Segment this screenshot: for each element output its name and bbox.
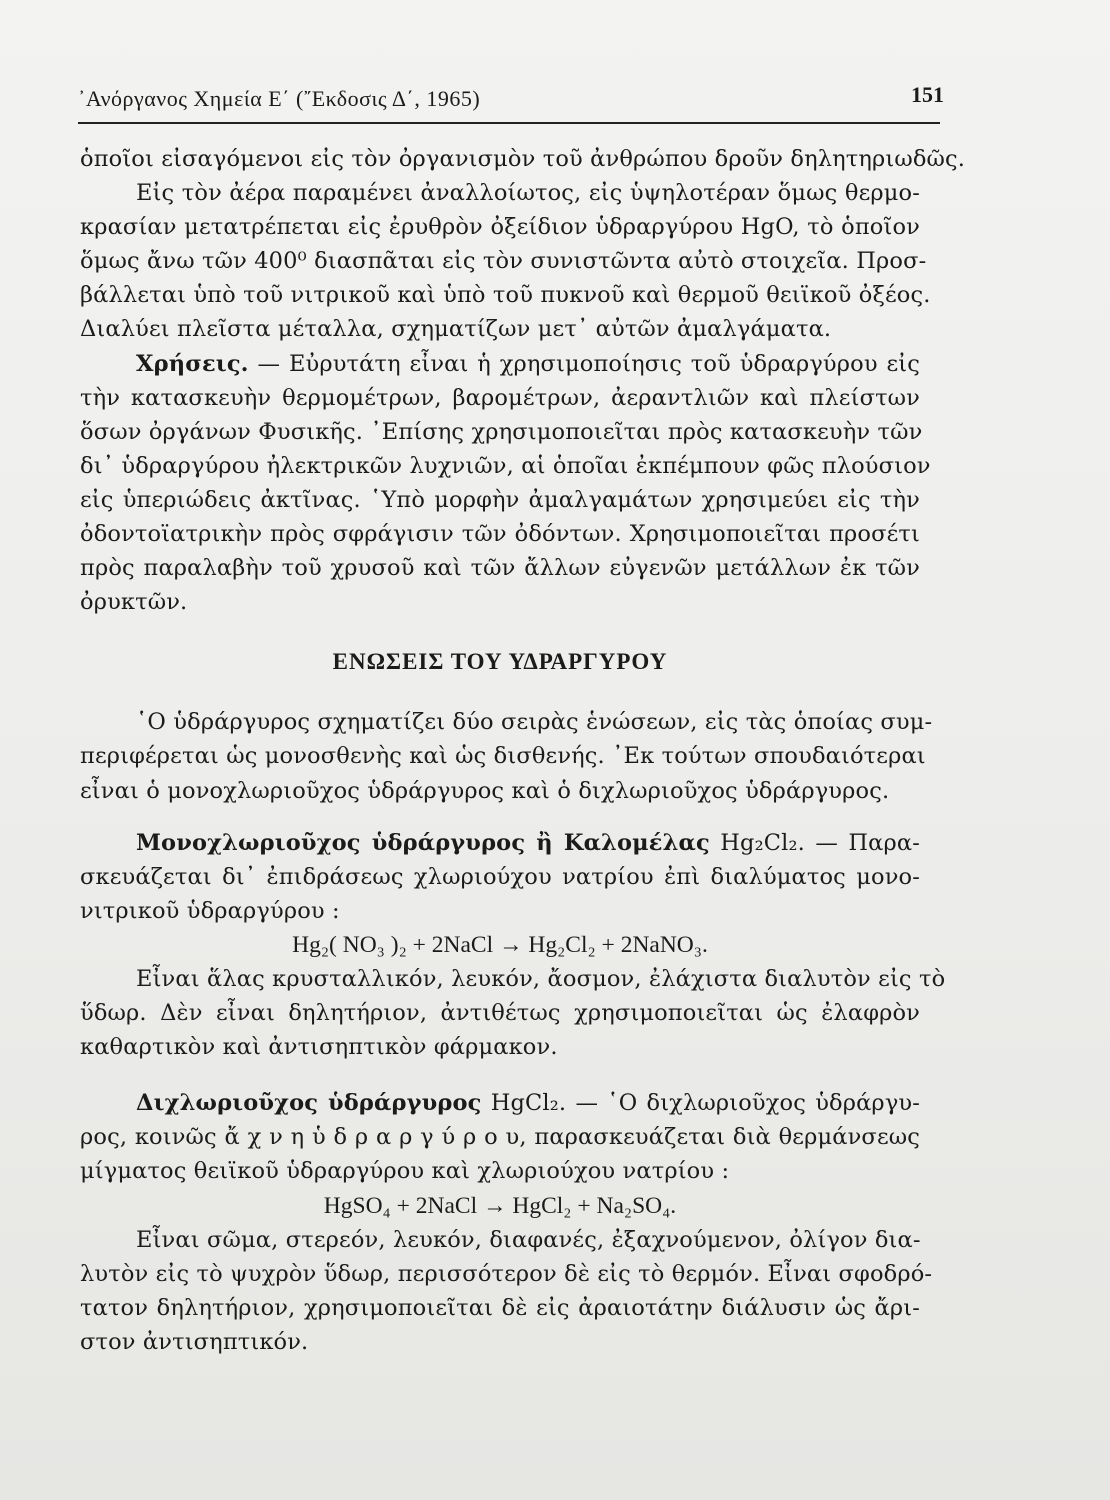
- text-line: πρὸς παραλαβὴν τοῦ χρυσοῦ καὶ τῶν ἄλλων εὐγενῶν μετάλλων ἐκ τῶν: [80, 555, 920, 582]
- text-line: λυτὸν εἰς τὸ ψυχρὸν ὕδωρ, περισσότερον δὲ εἰς τὸ θερμόν. Εἶναι σφοδρό-: [80, 1260, 933, 1287]
- text-line: δι᾿ ὑδραργύρου ἠλεκτρικῶν λυχνιῶν, αἱ ὁποῖαι ἐκπέμπουν φῶς πλούσιον: [80, 452, 931, 479]
- text-line: εἰς ὑπεριώδεις ἀκτῖνας. ῾Υπὸ μορφὴν ἀμαλγαμάτων χρησιμεύει εἰς τὴν: [80, 486, 920, 513]
- sublimate-equation: HgSO₄ + 2NaCl → HgCl₂ + Na₂SO₄.: [323, 1192, 677, 1219]
- uses-first-line: [80, 347, 920, 381]
- text-line: βάλλεται ὑπὸ τοῦ νιτρικοῦ καὶ ὑπὸ τοῦ πυκνοῦ καὶ θερμοῦ θειϊκοῦ ὀξέος.: [80, 282, 931, 309]
- calomel-title: Μονοχλωριοῦχος ὑδράργυρος ἢ Καλομέλας: [136, 829, 710, 856]
- text-line: τὴν κατασκευὴν θερμομέτρων, βαρομέτρων, ἀεραντλιῶν καὶ πλείστων: [80, 384, 920, 411]
- section-heading: ΕΝΩΣΕΙΣ ΤΟΥ ΥΔΡΑΡΓΥΡΟΥ: [332, 649, 668, 675]
- page-body: [80, 142, 966, 1359]
- text-line: ῾Ο ὑδράργυρος σχηματίζει δύο σειρὰς ἑνώσεων, εἰς τὰς ὁποίας συμ-: [136, 709, 933, 736]
- calomel-title-rest: Hg₂Cl₂. — Παρα-: [709, 829, 920, 856]
- text-line: μίγματος θειϊκοῦ ὑδραργύρου καὶ χλωριούχου νατρίου :: [80, 1158, 730, 1185]
- text-line: καθαρτικὸν καὶ ἀντισηπτικὸν φάρμακον.: [80, 1034, 558, 1061]
- text-line: Διαλύει πλεῖστα μέταλλα, σχηματίζων μετ᾿ αὐτῶν ἀμαλγάματα.: [80, 316, 832, 343]
- text-line: κρασίαν μετατρέπεται εἰς ἐρυθρὸν ὀξείδιον ὑδραργύρου HgO, τὸ ὁποῖον: [80, 214, 920, 241]
- text-line: στον ἀντισηπτικόν.: [80, 1328, 309, 1355]
- text-line: ὅσων ὀργάνων Φυσικῆς. ᾿Επίσης χρησιμοποιεῖται πρὸς κατασκευὴν τῶν: [80, 418, 923, 445]
- text-line: ὅμως ἄνω τῶν 400⁰ διασπᾶται εἰς τὸν συνιστῶντα αὐτὸ στοιχεῖα. Προσ-: [80, 248, 927, 275]
- text-line: Εἰς τὸν ἀέρα παραμένει ἀναλλοίωτος, εἰς ὑψηλοτέραν ὅμως θερμο-: [136, 180, 920, 207]
- text-line: εἶναι ὁ μονοχλωριοῦχος ὑδράργυρος καὶ ὁ διχλωριοῦχος ὑδράργυρος.: [80, 777, 890, 804]
- text-line: ὁποῖοι εἰσαγόμενοι εἰς τὸν ὀργανισμὸν τοῦ ἀνθρώπου δροῦν δηλητηριωδῶς.: [80, 146, 966, 172]
- running-title: ᾿Ανόργανος Χημεία Ε΄ (῎Εκδοσις Δ΄, 1965): [78, 86, 481, 111]
- sublimate-title: Διχλωριοῦχος ὑδράργυρος: [136, 1090, 482, 1117]
- text-line: σκευάζεται δι᾿ ἐπιδράσεως χλωριούχου νατρίου ἐπὶ διαλύματος μονο-: [80, 863, 920, 890]
- running-header: [78, 66, 944, 124]
- calomel-title-line: [80, 826, 920, 860]
- text-line: ρος, κοινῶς ἄ χ ν η ὑ δ ρ α ρ γ ύ ρ ο υ, παρασκευάζεται διὰ θερμάνσεως: [80, 1124, 920, 1151]
- calomel-equation: Hg₂( NO₃ )₂ + 2NaCl → Hg₂Cl₂ + 2NaNO₃.: [292, 931, 708, 958]
- text-line: ὕδωρ. Δὲν εἶναι δηλητήριον, ἀντιθέτως χρησιμοποιεῖται ὡς ἐλαφρὸν: [80, 1000, 920, 1027]
- uses-first-line-text: — Εὐρυτάτη εἶναι ἡ χρησιμοποίησις τοῦ ὑδραργύρου εἰς: [248, 350, 920, 377]
- uses-label: Χρήσεις.: [136, 350, 249, 377]
- sublimate-title-line: [80, 1086, 920, 1120]
- text-line: ὀρυκτῶν.: [80, 589, 188, 616]
- page-number: 151: [911, 82, 944, 107]
- text-line: περιφέρεται ὡς μονοσθενὴς καὶ ὡς δισθενής. ᾿Εκ τούτων σπουδαιότεραι: [80, 743, 926, 770]
- sublimate-title-rest: HgCl₂. — ῾Ο διχλωριοῦχος ὑδράργυ-: [481, 1090, 920, 1117]
- text-line: νιτρικοῦ ὑδραργύρου :: [80, 897, 340, 924]
- text-line: Εἶναι ἅλας κρυσταλλικόν, λευκόν, ἄοσμον, ἐλάχιστα διαλυτὸν εἰς τὸ: [136, 965, 946, 992]
- text-line: ὀδοντοϊατρικὴν πρὸς σφράγισιν τῶν ὀδόντων. Χρησιμοποιεῖται προσέτι: [80, 521, 920, 548]
- text-line: Εἶναι σῶμα, στερεόν, λευκόν, διαφανές, ἐξαχνούμενον, ὀλίγον δια-: [136, 1226, 921, 1253]
- text-line: τατον δηλητήριον, χρησιμοποιεῖται δὲ εἰς ἀραιοτάτην διάλυσιν ὡς ἄρι-: [80, 1294, 920, 1321]
